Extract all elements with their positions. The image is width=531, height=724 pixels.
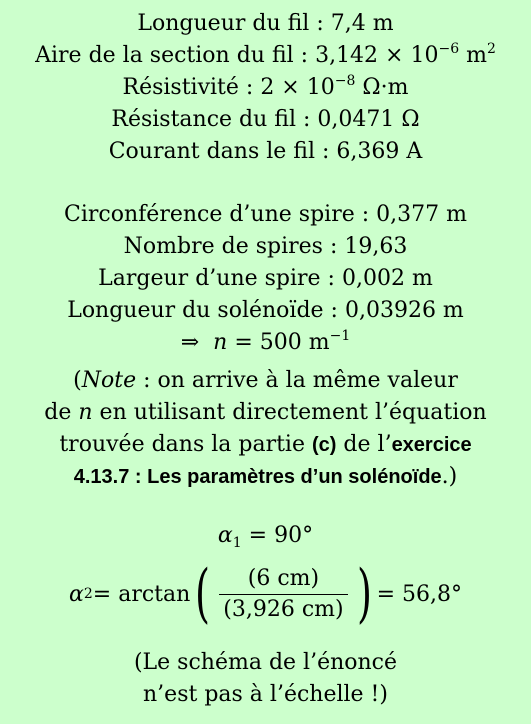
note-line-4 (0, 462, 531, 492)
alpha2-arctan: = arctan (92, 581, 191, 607)
n-result (0, 328, 531, 358)
fraction-denominator: (3,926 cm) (223, 596, 344, 622)
note-close: .) (441, 464, 458, 489)
resistivity-exponent: −8 (334, 73, 356, 89)
note-part-ref: (c) (311, 434, 337, 456)
wire-resistivity (0, 73, 531, 103)
fraction-numerator: (6 cm) (247, 565, 320, 591)
note-exercise-title: 4.13.7 : Les paramètres d’un solénoïde (73, 466, 442, 488)
note-word: Note (81, 368, 137, 393)
note-line-3-prefix: trouvée dans la partie (59, 432, 312, 457)
note-line-3-mid: de l’ (336, 432, 392, 457)
coil-turns: Nombre de spires : 19,63 (123, 234, 408, 259)
note-open-paren: ( (73, 368, 82, 393)
n-variable: n (213, 330, 228, 355)
coil-circumference: Circonférence d’une spire : 0,377 m (64, 202, 467, 227)
n-exponent: −1 (329, 328, 351, 344)
note-line-1-rest: : on arrive à la même valeur (136, 368, 458, 393)
alpha2-result: = 56,8° (376, 581, 462, 607)
note-n-variable: n (78, 400, 93, 425)
alpha2-equation: α 2 = arctan ( $\frac{(6 cm)}{(3,926 cm)}$ ) = 56,8° (69, 557, 462, 631)
wire-area-unit-exponent: 2 (486, 41, 496, 57)
fraction (219, 564, 347, 625)
wire-resistance: Résistance du fil : 0,0471 Ω (111, 107, 420, 132)
wire-area (0, 41, 531, 71)
alpha1-equation (0, 521, 531, 551)
right-big-paren: ) (356, 557, 372, 631)
wire-current: Courant dans le fil : 6,369 A (108, 139, 423, 164)
wire-area-exponent: −6 (438, 41, 460, 57)
note-exercise-word: exercice (391, 434, 472, 456)
note-line-2 (0, 398, 531, 428)
alpha2-symbol: α (69, 581, 84, 607)
alpha1-value: = 90° (241, 523, 314, 548)
coil-width: Largeur d’une spire : 0,002 m (98, 266, 433, 291)
footer-line-1: (Le schéma de l’énoncé (133, 650, 398, 675)
wire-area-text: Aire de la section du fil : 3,142 × 10 (35, 43, 439, 68)
footer-line-2: n’est pas à l’échelle !) (143, 682, 388, 707)
resistivity-unit: Ω·m (355, 75, 409, 100)
wire-length: Longueur du fil : 7,4 m (137, 11, 394, 36)
alpha1-subscript: 1 (232, 535, 242, 551)
n-value: = 500 m (227, 330, 330, 355)
left-big-paren: ( (195, 557, 211, 631)
note-line-3 (0, 430, 531, 460)
note-line-1 (0, 366, 531, 396)
alpha1-symbol: α (217, 523, 233, 548)
implies-symbol: ⇒ (180, 330, 200, 355)
solenoid-length: Longueur du solénoïde : 0,03926 m (67, 298, 464, 323)
note-de: de (44, 400, 79, 425)
note-line-2-rest: en utilisant directement l’équation (92, 400, 487, 425)
resistivity-text: Résistivité : 2 × 10 (122, 75, 335, 100)
wire-area-unit: m (459, 43, 487, 68)
